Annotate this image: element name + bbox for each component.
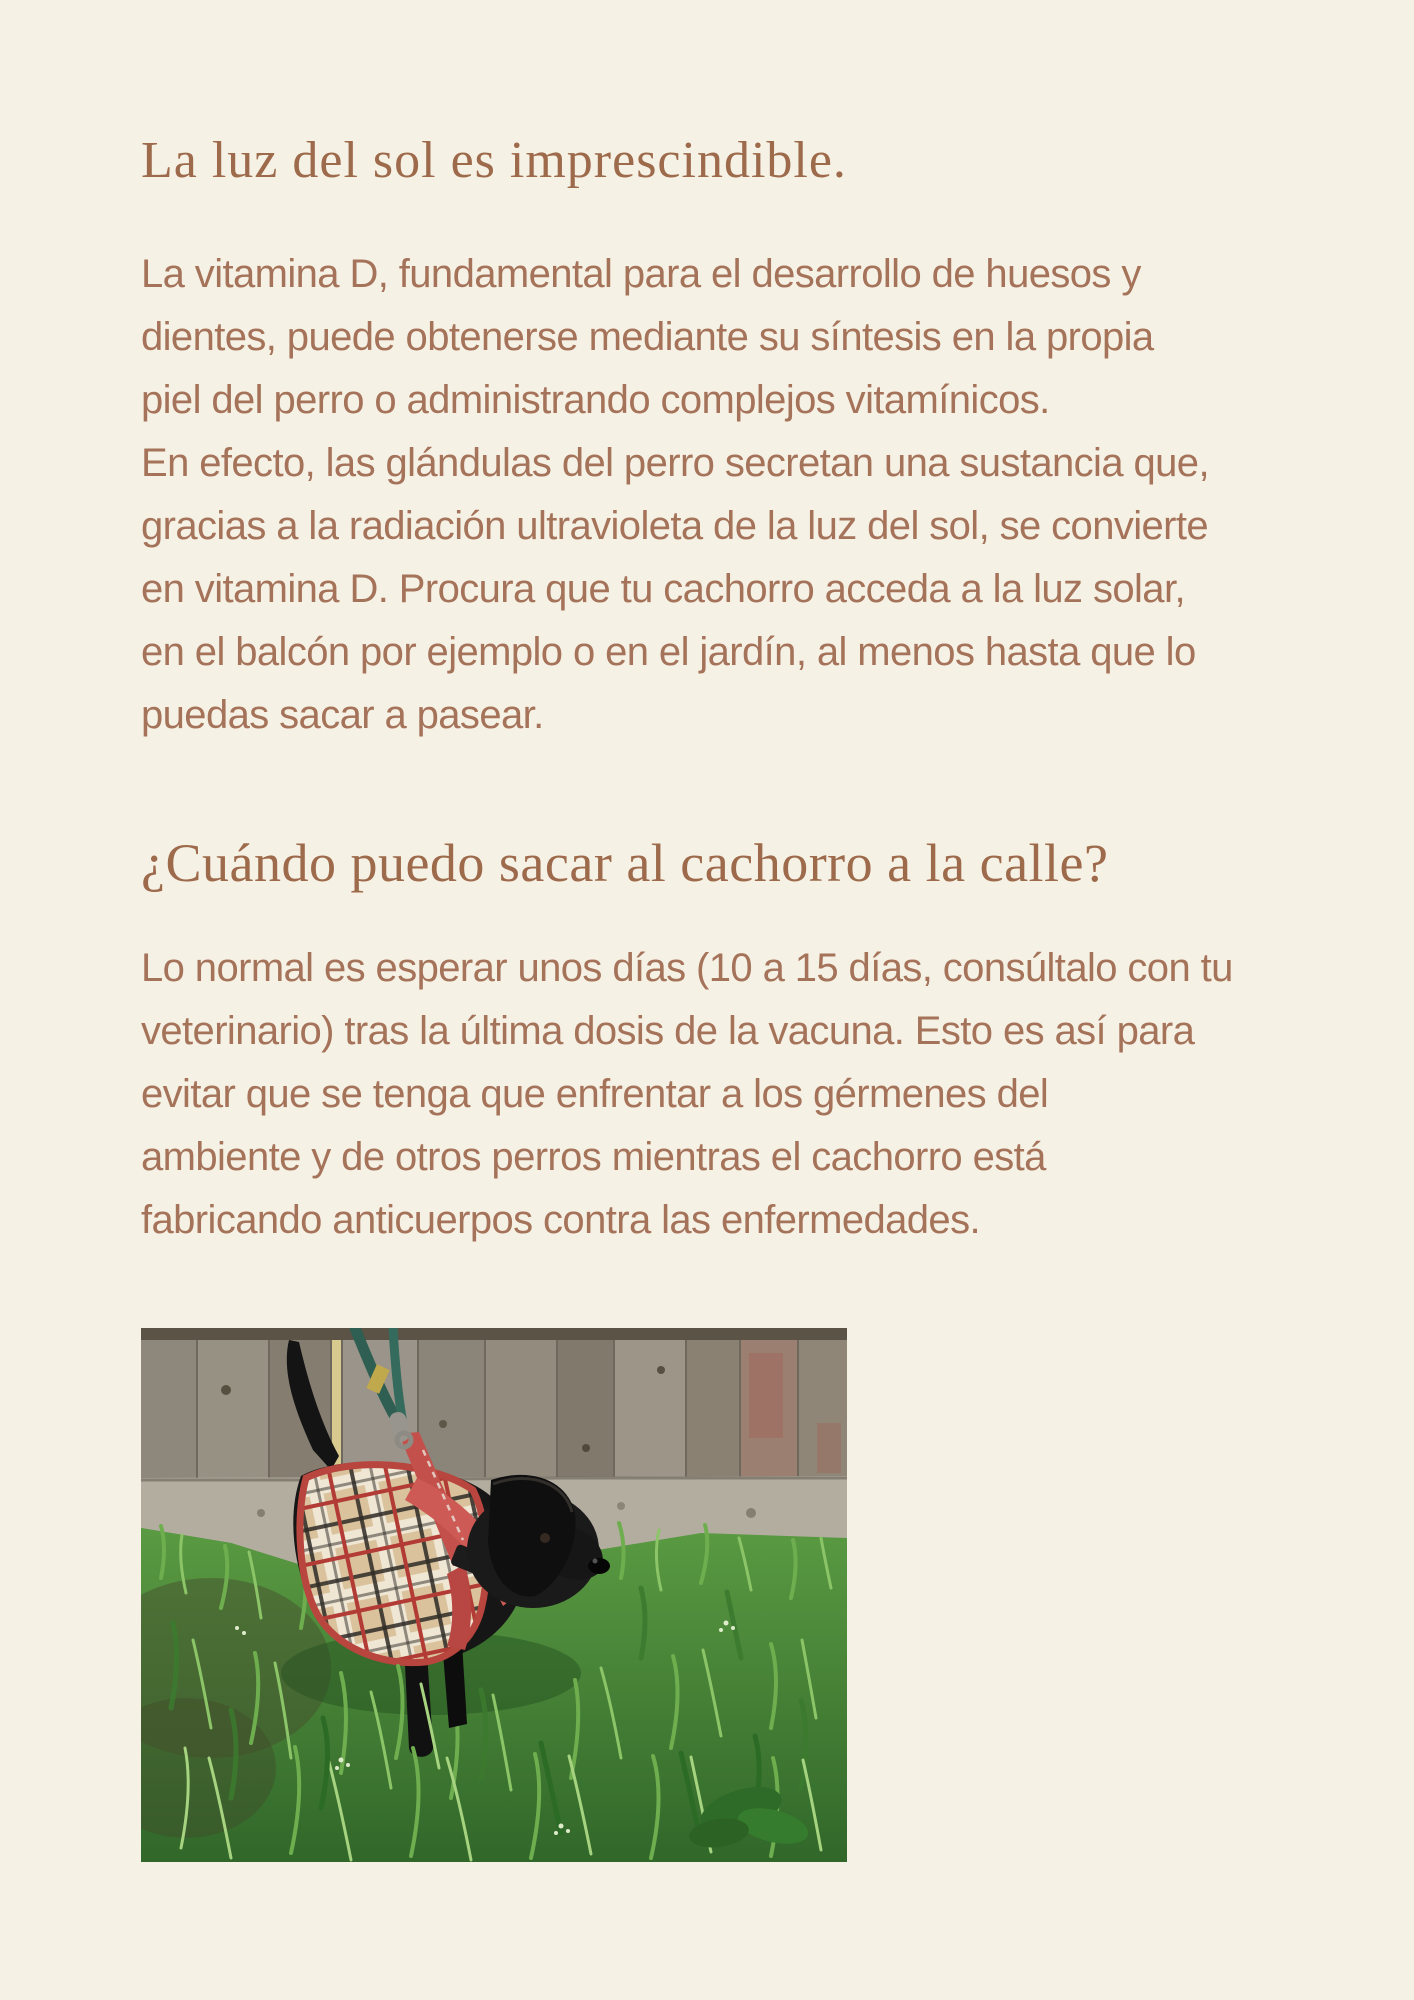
puppy-photo-illustration (141, 1328, 847, 1862)
text-line: ambiente y de otros perros mientras el cachorro está (141, 1135, 1046, 1179)
text-line: en el balcón por ejemplo o en el jardín, al menos hasta que lo (141, 630, 1196, 674)
text-line: en vitamina D. Procura que tu cachorro acceda a la luz solar, (141, 567, 1185, 611)
paragraph-vitamin-d (141, 243, 1354, 747)
text-line: fabricando anticuerpos contra las enfermedades. (141, 1198, 980, 1242)
text-line: evitar que se tenga que enfrentar a los gérmenes del (141, 1072, 1049, 1116)
heading-sunlight: La luz del sol es imprescindible. (141, 132, 847, 189)
text-line: dientes, puede obtenerse mediante su síntesis en la propia (141, 315, 1154, 359)
text-line: En efecto, las glándulas del perro secretan una sustancia que, (141, 441, 1209, 485)
heading-when-outside: ¿Cuándo puedo sacar al cachorro a la calle? (141, 833, 1109, 893)
text-line: puedas sacar a pasear. (141, 693, 544, 737)
puppy-photo (141, 1328, 847, 1862)
text-line: Lo normal es esperar unos días (10 a 15 días, consúltalo con tu (141, 946, 1233, 990)
text-line: piel del perro o administrando complejos vitamínicos. (141, 378, 1050, 422)
paragraph-wait-days (141, 937, 1354, 1252)
text-line: La vitamina D, fundamental para el desarrollo de huesos y (141, 252, 1141, 296)
text-line: veterinario) tras la última dosis de la vacuna. Esto es así para (141, 1009, 1195, 1053)
text-line: gracias a la radiación ultravioleta de la luz del sol, se convierte (141, 504, 1209, 548)
